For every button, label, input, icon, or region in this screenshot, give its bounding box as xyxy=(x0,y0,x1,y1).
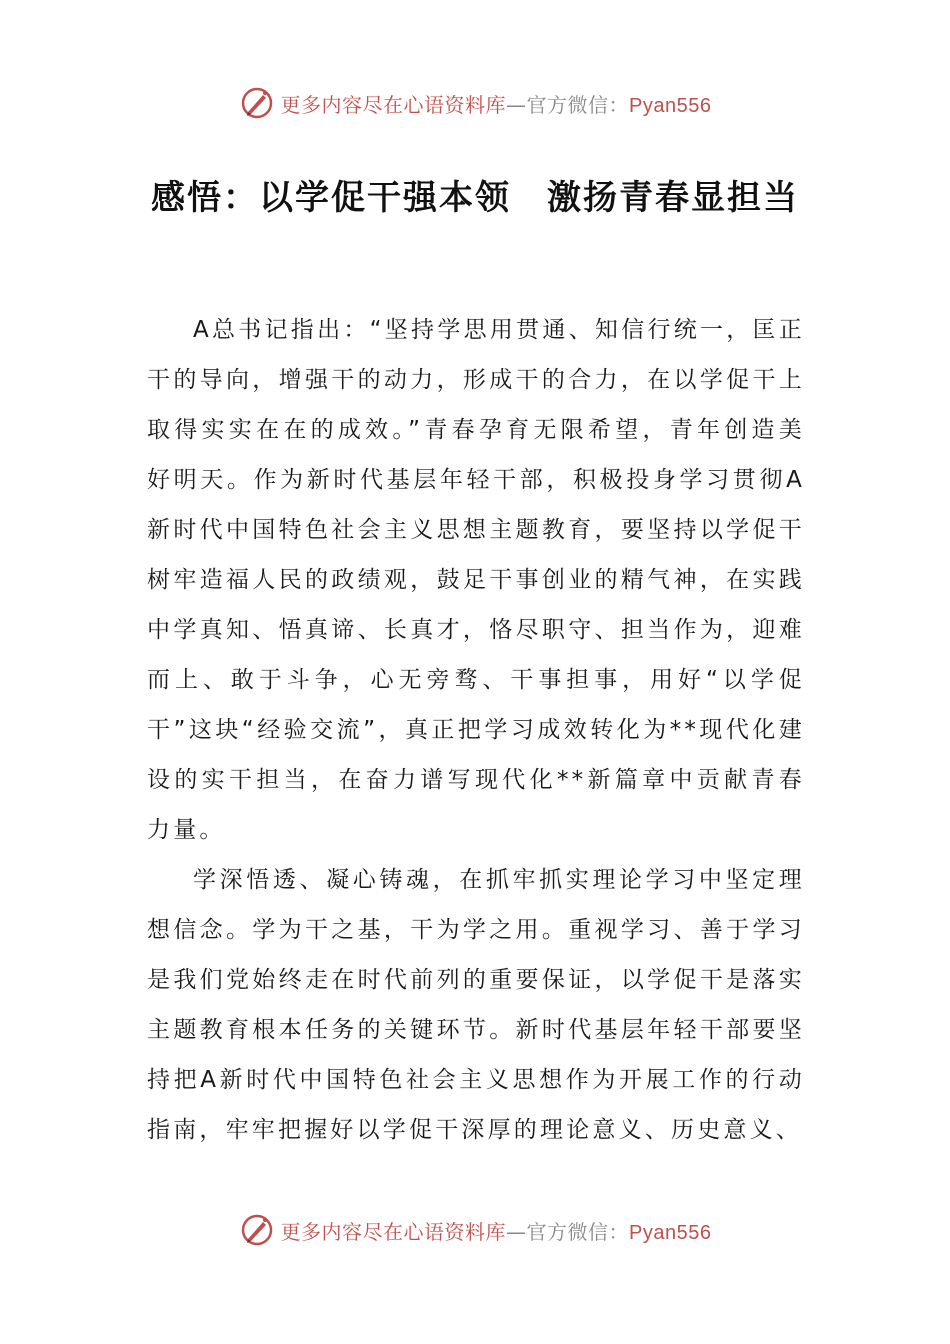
document-body xyxy=(147,305,805,1155)
header-watermark xyxy=(0,83,950,123)
watermark-separator: — xyxy=(506,92,527,117)
paragraph: A总书记指出：“坚持学思用贯通、知信行统一，匡正干的导向，增强干的动力，形成干的合力，在以学促干上取得实实在在的成效。”青春孕育无限希望，青年创造美好明天。作为新时代基层年轻干部，积极投身学习贯彻A新时代中国特色社会主义思想主题教育，要坚持以学促干树牢造福人民的政绩观，鼓足干事创业的精气神，在实践中学真知、悟真谛、长真才，恪尽职守、担当作为，迎难而上、敢于斗争，心无旁骛、干事担事，用好“以学促干”这块“经验交流”，真正把学习成效转化为**现代化建设的实干担当，在奋力谱写现代化**新篇章中贡献青春力量。 xyxy=(147,317,805,843)
watermark-text xyxy=(281,1216,712,1245)
pen-circle-logo-icon xyxy=(239,85,275,121)
watermark-wechat-id: Pyan556 xyxy=(629,94,712,117)
watermark-text xyxy=(281,89,712,118)
watermark-wechat-label: 官方微信： xyxy=(526,1219,630,1244)
watermark-wechat-id: Pyan556 xyxy=(629,1221,712,1244)
footer-watermark xyxy=(0,1210,950,1250)
paragraph: 学深悟透、凝心铸魂，在抓牢抓实理论学习中坚定理想信念。学为干之基，干为学之用。重视学习、善于学习是我们党始终走在时代前列的重要保证，以学促干是落实主题教育根本任务的关键环节。新时代基层年轻干部要坚持把A新时代中国特色社会主义思想作为开展工作的行动指南，牢牢把握好以学促干深厚的理论意义、历史意义、 xyxy=(147,867,805,1143)
watermark-separator: — xyxy=(506,1219,527,1244)
watermark-brand: 更多内容尽在心语资料库 xyxy=(280,1219,507,1244)
page-title: 感悟：以学促干强本领 激扬青春显担当 xyxy=(151,178,799,218)
watermark-wechat-label: 官方微信： xyxy=(526,92,630,117)
pen-circle-logo-icon xyxy=(239,1212,275,1248)
watermark-brand: 更多内容尽在心语资料库 xyxy=(280,92,507,117)
